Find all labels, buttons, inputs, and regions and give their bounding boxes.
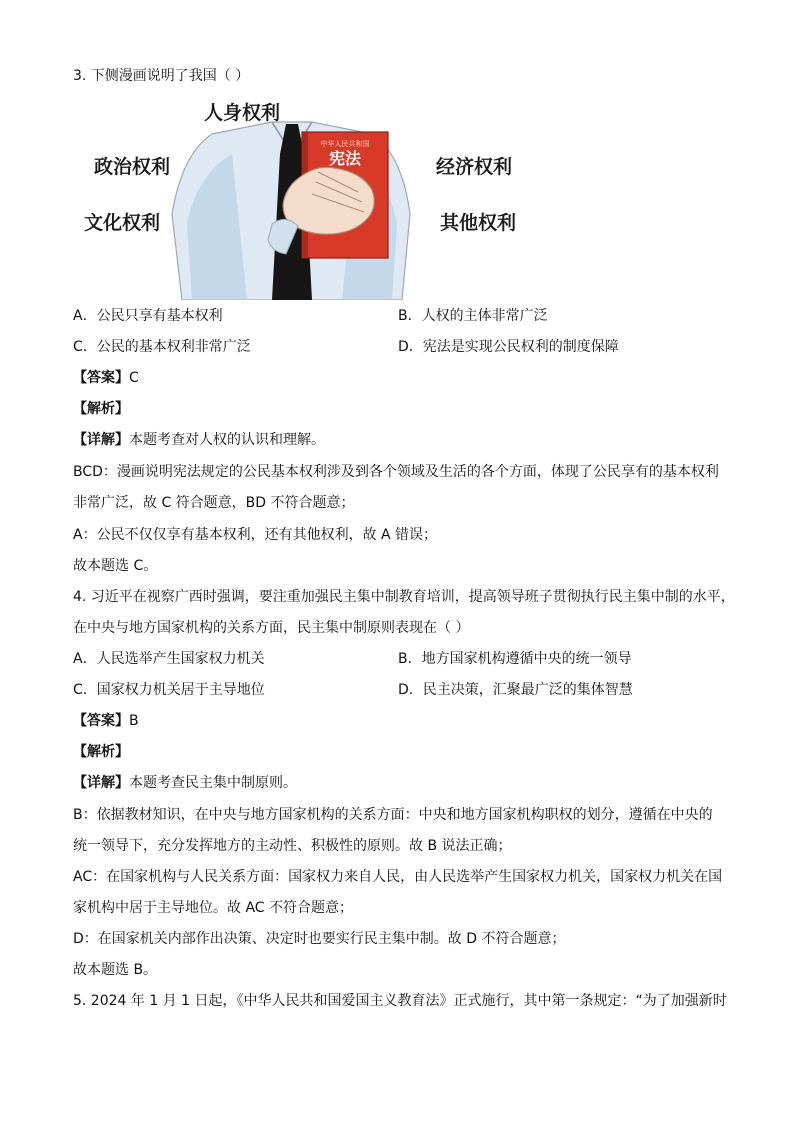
book-title: 宪法	[328, 149, 362, 168]
q4-option-a: A．人民选举产生国家权力机关	[73, 651, 265, 667]
q3-line-2: 非常广泛，故 C 符合题意，BD 不符合题意；	[73, 495, 355, 511]
q4-option-b: B．地方国家机构遵循中央的统一领导	[398, 651, 632, 667]
comic-label-other: 其他权利	[440, 212, 517, 234]
q3-analysis-tag: 【解析】	[73, 401, 129, 417]
comic-label-personal: 人身权利	[204, 102, 281, 124]
q4-line-5: D：在国家机关内部作出决策、决定时也要实行民主集中制。故 D 不符合题意；	[73, 931, 566, 947]
q3-option-b: B．人权的主体非常广泛	[398, 308, 548, 324]
q3-option-a: A．公民只享有基本权利	[73, 308, 223, 324]
comic-illustration	[72, 94, 532, 300]
q4-option-c: C．国家权力机关居于主导地位	[73, 682, 265, 698]
q4-line-4: 家机构中居于主导地位。故 AC 不符合题意；	[73, 900, 354, 916]
q3-stem: 3. 下侧漫画说明了我国（ ）	[73, 68, 250, 84]
q3-line-3: A：公民不仅仅享有基本权利，还有其他权利，故 A 错误；	[73, 527, 438, 543]
q4-detail: 【详解】本题考查民主集中制原则。	[73, 775, 297, 791]
q3-option-d: D．宪法是实现公民权利的制度保障	[398, 339, 619, 355]
q3-comic	[72, 94, 532, 300]
comic-label-political: 政治权利	[94, 156, 171, 178]
q4-stem-line-1: 4. 习近平在视察广西时强调，要注重加强民主集中制教育培训，提高领导班子贯彻执行民主集中制的水平，	[73, 589, 735, 605]
q3-detail: 【详解】本题考查对人权的认识和理解。	[73, 432, 325, 448]
q4-line-2: 统一领导下，充分发挥地方的主动性、积极性的原则。故 B 说法正确；	[73, 838, 512, 854]
q4-line-1: B：依据教材知识，在中央与地方国家机构的关系方面：中央和地方国家机构职权的划分，遵循在中央的	[73, 807, 713, 823]
q3-option-c: C．公民的基本权利非常广泛	[73, 339, 251, 355]
q3-line-1: BCD：漫画说明宪法规定的公民基本权利涉及到各个领域及生活的各个方面，体现了公民享有的基本权利	[73, 464, 719, 480]
q3-line-4: 故本题选 C。	[73, 558, 158, 574]
comic-label-cultural: 文化权利	[84, 212, 161, 234]
detail-tag: 【详解】	[73, 432, 129, 448]
q4-answer: 【答案】B	[73, 713, 139, 729]
q4-analysis-tag: 【解析】	[73, 744, 129, 760]
q4-line-3: AC：在国家机构与人民关系方面：国家权力来自人民，由人民选举产生国家权力机关，国家权力机关在国	[73, 869, 723, 885]
q4-stem-line-2: 在中央与地方国家机构的关系方面，民主集中制原则表现在（ ）	[73, 620, 470, 636]
comic-label-economic: 经济权利	[436, 156, 513, 178]
book-subtitle: 中华人民共和国	[320, 140, 370, 148]
q3-answer	[73, 368, 139, 388]
q4-option-d: D．民主决策，汇聚最广泛的集体智慧	[398, 682, 633, 698]
answer-tag: 【答案】	[73, 370, 129, 386]
answer-value: C	[129, 370, 139, 386]
q5-stem: 5. 2024 年 1 月 1 日起，《中华人民共和国爱国主义教育法》正式施行，其中第一条规定：“为了加强新时	[73, 993, 727, 1009]
q4-line-6: 故本题选 B。	[73, 962, 158, 978]
